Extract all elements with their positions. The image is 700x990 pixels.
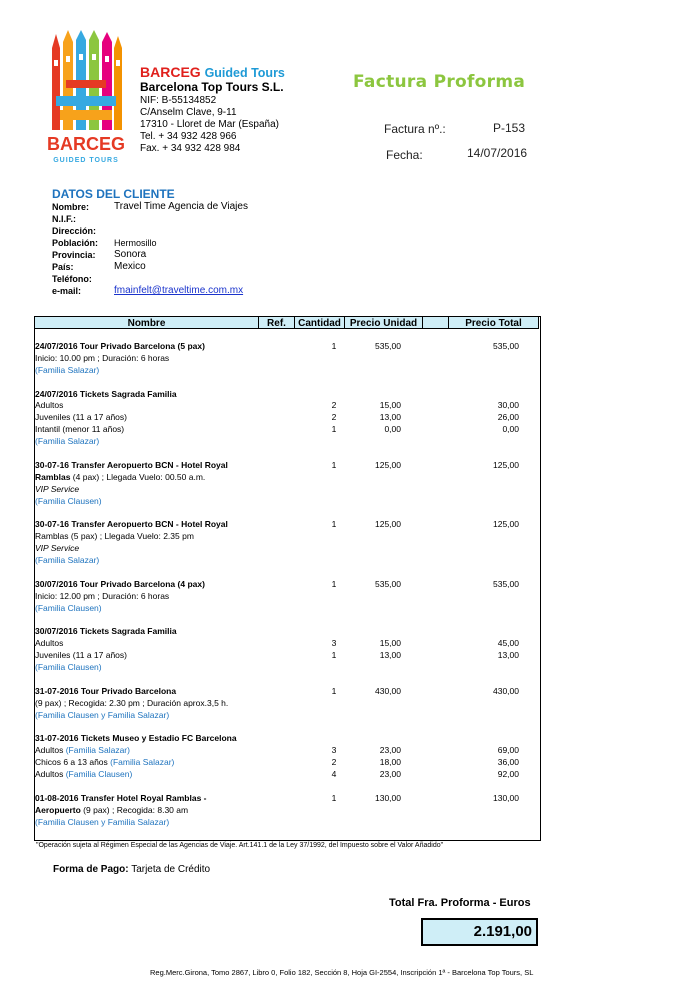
table-row xyxy=(35,793,540,805)
table-row-spacer xyxy=(35,781,540,793)
table-row xyxy=(35,662,540,674)
company-logo xyxy=(46,30,126,165)
row-total: 45,00 xyxy=(497,638,519,649)
company-line: 17310 - Lloret de Mar (España) xyxy=(140,119,279,130)
row-unit-price: 23,00 xyxy=(379,745,401,756)
table-row xyxy=(35,460,540,472)
row-quantity: 4 xyxy=(331,769,337,780)
table-row xyxy=(35,579,540,591)
client-field: País: Mexico xyxy=(52,261,146,272)
row-description: VIP Service xyxy=(35,543,80,554)
row-quantity: 1 xyxy=(331,792,337,803)
table-row xyxy=(35,745,540,757)
table-row xyxy=(35,805,540,817)
row-total: 125,00 xyxy=(493,519,519,530)
row-total: 92,00 xyxy=(497,769,519,780)
table-row xyxy=(35,591,540,603)
row-total: 130,00 xyxy=(493,792,519,803)
header-ref: Ref. xyxy=(258,316,295,329)
row-total: 69,00 xyxy=(497,745,519,756)
company-line: Tel. + 34 932 428 966 xyxy=(140,131,237,142)
table-row xyxy=(35,626,540,638)
row-description: Chicos 6 a 13 años (Familia Salazar) xyxy=(35,757,175,768)
total-label: Total Fra. Proforma - Euros xyxy=(389,897,531,909)
row-description: Adultos (Familia Clausen) xyxy=(35,769,133,780)
row-quantity: 3 xyxy=(331,638,337,649)
table-row-spacer xyxy=(35,722,540,734)
row-total: 535,00 xyxy=(493,578,519,589)
row-quantity: 2 xyxy=(331,400,337,411)
table-row xyxy=(35,496,540,508)
row-unit-price: 125,00 xyxy=(375,519,401,530)
row-description: (Familia Salazar) xyxy=(35,436,100,447)
row-total: 430,00 xyxy=(493,685,519,696)
date-label: Fecha: xyxy=(386,148,423,162)
row-description: Adultos xyxy=(35,638,64,649)
row-unit-price: 13,00 xyxy=(379,412,401,423)
table-row xyxy=(35,436,540,448)
brand-sub: Guided Tours xyxy=(204,66,285,80)
header-total-price: Precio Total xyxy=(448,316,539,329)
header-qty: Cantidad xyxy=(294,316,345,329)
table-row-spacer xyxy=(35,674,540,686)
row-quantity: 1 xyxy=(331,519,337,530)
row-unit-price: 0,00 xyxy=(384,424,401,435)
logo-towers-icon xyxy=(52,30,122,130)
brand-main: BARCEG xyxy=(140,64,201,80)
header-name: Nombre xyxy=(34,316,259,329)
row-description: 24/07/2016 Tour Privado Barcelona (5 pax) xyxy=(35,341,205,351)
table-row xyxy=(35,400,540,412)
company-line: Fax. + 34 932 428 984 xyxy=(140,143,241,154)
client-field: Teléfono: xyxy=(52,274,92,284)
table-row xyxy=(35,650,540,662)
items-table-body xyxy=(35,341,540,829)
row-description: Ramblas (4 pax) ; Llegada Vuelo: 00.50 a.m. xyxy=(35,471,206,482)
row-description: (Familia Salazar) xyxy=(35,364,100,375)
row-unit-price: 15,00 xyxy=(379,400,401,411)
table-row xyxy=(35,710,540,722)
table-row-spacer xyxy=(35,448,540,460)
row-unit-price: 13,00 xyxy=(379,650,401,661)
company-line: NIF: B-55134852 xyxy=(140,95,217,106)
table-row xyxy=(35,531,540,543)
table-row-spacer xyxy=(35,377,540,389)
registry-footer: Reg.Merc.Girona, Tomo 2867, Libro 0, Folio 182, Sección 8, Hoja GI-2554, Inscripción 1ª - Barcelona Top Tours, SL xyxy=(150,968,534,977)
row-description: Adultos xyxy=(35,400,64,411)
client-field: e-mail: fmainfelt@traveltime.com.mx xyxy=(52,285,244,296)
table-row xyxy=(35,519,540,531)
header-unit-price: Precio Unidad xyxy=(344,316,423,329)
client-field: Provincia: Sonora xyxy=(52,249,147,260)
row-total: 535,00 xyxy=(493,341,519,351)
client-email-link[interactable]: fmainfelt@traveltime.com.mx xyxy=(114,285,244,296)
row-description: 24/07/2016 Tickets Sagrada Familia xyxy=(35,388,177,399)
row-description: 30-07-16 Transfer Aeropuerto BCN - Hotel Royal xyxy=(35,459,228,470)
row-unit-price: 535,00 xyxy=(375,341,401,351)
tax-note: "Operación sujeta al Régimen Especial de las Agencias de Viaje. Art.141.1 de la Ley 37/1992, del Impuesto sobre el Valor Añadido" xyxy=(36,842,444,849)
row-quantity: 2 xyxy=(331,757,337,768)
row-total: 26,00 xyxy=(497,412,519,423)
row-unit-price: 130,00 xyxy=(375,792,401,803)
row-description: (Familia Clausen) xyxy=(35,662,102,673)
client-field: Población: Hermosillo xyxy=(52,238,157,248)
row-description: (Familia Clausen) xyxy=(35,495,102,506)
items-table-header xyxy=(34,316,541,330)
row-description: VIP Service xyxy=(35,483,80,494)
brand-name xyxy=(140,64,285,80)
company-details xyxy=(140,95,279,155)
client-details xyxy=(52,201,248,297)
table-row xyxy=(35,769,540,781)
row-quantity: 1 xyxy=(331,424,337,435)
table-row xyxy=(35,424,540,436)
table-row-spacer xyxy=(35,507,540,519)
company-line: C/Anselm Clave, 9-11 xyxy=(140,107,237,118)
row-total: 125,00 xyxy=(493,459,519,470)
table-row xyxy=(35,757,540,769)
row-description: (9 pax) ; Recogida: 2.30 pm ; Duración aprox.3,5 h. xyxy=(35,697,229,708)
row-quantity: 2 xyxy=(331,412,337,423)
company-legal-name: Barcelona Top Tours S.L. xyxy=(140,80,284,94)
payment-method xyxy=(53,864,210,875)
row-description: Adultos (Familia Salazar) xyxy=(35,745,130,756)
row-description: 31-07-2016 Tour Privado Barcelona xyxy=(35,685,177,696)
table-row xyxy=(35,638,540,650)
row-total: 30,00 xyxy=(497,400,519,411)
row-description: Intantil (menor 11 años) xyxy=(35,424,125,435)
client-field: Dirección: xyxy=(52,226,97,236)
row-total: 13,00 xyxy=(497,650,519,661)
table-row xyxy=(35,733,540,745)
row-description: 30/07/2016 Tickets Sagrada Familia xyxy=(35,626,177,637)
row-description: Inicio: 10.00 pm ; Duración: 6 horas xyxy=(35,352,170,363)
row-description: (Familia Clausen y Familia Salazar) xyxy=(35,816,170,827)
client-field: N.I.F.: xyxy=(52,214,76,224)
table-row xyxy=(35,543,540,555)
row-unit-price: 535,00 xyxy=(375,578,401,589)
row-quantity: 1 xyxy=(331,650,337,661)
table-row-spacer xyxy=(35,567,540,579)
client-section-title: DATOS DEL CLIENTE xyxy=(52,187,175,201)
table-row xyxy=(35,686,540,698)
header-blank xyxy=(422,316,449,329)
row-quantity: 1 xyxy=(331,341,337,351)
row-description: Juveniles (11 a 17 años) xyxy=(35,650,127,661)
payment-value: Tarjeta de Crédito xyxy=(131,864,211,875)
row-description: 31-07-2016 Tickets Museo y Estadio FC Barcelona xyxy=(35,733,237,744)
row-total: 0,00 xyxy=(502,424,519,435)
row-quantity: 1 xyxy=(331,578,337,589)
document-title: Factura Proforma xyxy=(353,72,526,92)
row-unit-price: 430,00 xyxy=(375,685,401,696)
table-row xyxy=(35,817,540,829)
invoice-date: 14/07/2016 xyxy=(467,146,528,160)
table-row xyxy=(35,365,540,377)
row-description: Inicio: 12.00 pm ; Duración: 6 horas xyxy=(35,590,170,601)
row-quantity: 3 xyxy=(331,745,337,756)
row-description: (Familia Salazar) xyxy=(35,555,100,566)
row-unit-price: 18,00 xyxy=(379,757,401,768)
table-row xyxy=(35,353,540,365)
row-description: Juveniles (11 a 17 años) xyxy=(35,412,127,423)
table-row xyxy=(35,412,540,424)
row-description: (Familia Clausen y Familia Salazar) xyxy=(35,709,170,720)
row-total: 36,00 xyxy=(497,757,519,768)
table-row xyxy=(35,484,540,496)
svg-text:BARCEG: BARCEG xyxy=(46,134,126,154)
row-description: 30-07-16 Transfer Aeropuerto BCN - Hotel Royal xyxy=(35,519,228,530)
table-row-spacer xyxy=(35,614,540,626)
client-field: Nombre: Travel Time Agencia de Viajes xyxy=(52,201,248,212)
row-description: 30/07/2016 Tour Privado Barcelona (4 pax) xyxy=(35,578,205,589)
table-row xyxy=(35,603,540,615)
payment-label: Forma de Pago: xyxy=(53,864,129,875)
row-description: 01-08-2016 Transfer Hotel Royal Ramblas - xyxy=(35,792,207,803)
row-description: Aeropuerto (9 pax) ; Recogida: 8.30 am xyxy=(35,804,189,815)
invoice-number-label: Factura nº.: xyxy=(384,122,446,136)
table-row xyxy=(35,555,540,567)
row-description: (Familia Clausen) xyxy=(35,602,102,613)
svg-text:GUIDED TOURS: GUIDED TOURS xyxy=(53,157,119,164)
row-unit-price: 23,00 xyxy=(379,769,401,780)
row-quantity: 1 xyxy=(331,459,337,470)
row-quantity: 1 xyxy=(331,685,337,696)
table-row xyxy=(35,389,540,401)
table-row xyxy=(35,341,540,353)
table-row xyxy=(35,472,540,484)
table-row xyxy=(35,698,540,710)
total-amount: 2.191,00 xyxy=(421,918,538,946)
row-unit-price: 125,00 xyxy=(375,459,401,470)
row-unit-price: 15,00 xyxy=(379,638,401,649)
invoice-number: P-153 xyxy=(493,121,526,135)
row-description: Ramblas (5 pax) ; Llegada Vuelo: 2.35 pm xyxy=(35,531,194,542)
